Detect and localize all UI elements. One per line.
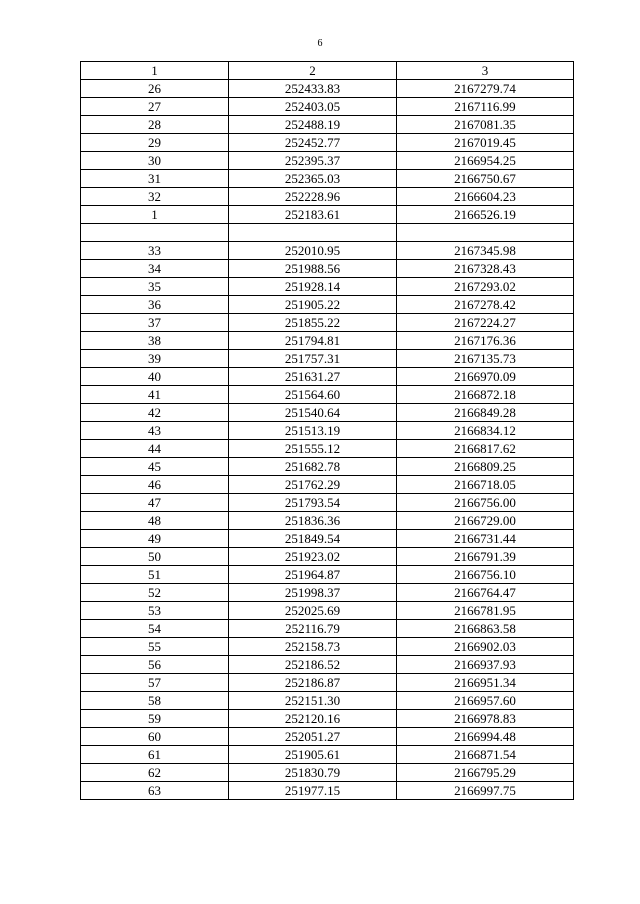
point-number-cell: 39 bbox=[81, 350, 229, 368]
y-coordinate-cell: 2166526.19 bbox=[397, 206, 574, 224]
table-row bbox=[81, 278, 574, 296]
coordinates-table bbox=[80, 61, 574, 800]
point-number-cell: 30 bbox=[81, 152, 229, 170]
y-coordinate-cell: 2166791.39 bbox=[397, 548, 574, 566]
table-row bbox=[81, 512, 574, 530]
table-row bbox=[81, 638, 574, 656]
table-header bbox=[81, 62, 574, 80]
point-number-cell: 38 bbox=[81, 332, 229, 350]
point-number-cell: 62 bbox=[81, 764, 229, 782]
table-row bbox=[81, 188, 574, 206]
table-row bbox=[81, 80, 574, 98]
point-number-cell: 33 bbox=[81, 242, 229, 260]
x-coordinate-cell: 252120.16 bbox=[229, 710, 397, 728]
point-number-cell: 53 bbox=[81, 602, 229, 620]
point-number-cell: 1 bbox=[81, 206, 229, 224]
x-coordinate-cell: 251855.22 bbox=[229, 314, 397, 332]
table-row bbox=[81, 746, 574, 764]
header-cell-col3: 3 bbox=[397, 62, 574, 80]
table-body bbox=[81, 80, 574, 800]
x-coordinate-cell: 251905.22 bbox=[229, 296, 397, 314]
table-row bbox=[81, 260, 574, 278]
y-coordinate-cell: 2166731.44 bbox=[397, 530, 574, 548]
point-number-cell: 60 bbox=[81, 728, 229, 746]
y-coordinate-cell: 2166954.25 bbox=[397, 152, 574, 170]
y-coordinate-cell: 2167116.99 bbox=[397, 98, 574, 116]
y-coordinate-cell: 2166937.93 bbox=[397, 656, 574, 674]
x-coordinate-cell: 251555.12 bbox=[229, 440, 397, 458]
y-coordinate-cell: 2166994.48 bbox=[397, 728, 574, 746]
point-number-cell: 26 bbox=[81, 80, 229, 98]
x-coordinate-cell: 251793.54 bbox=[229, 494, 397, 512]
y-coordinate-cell: 2167019.45 bbox=[397, 134, 574, 152]
x-coordinate-cell: 252228.96 bbox=[229, 188, 397, 206]
x-coordinate-cell: 251762.29 bbox=[229, 476, 397, 494]
x-coordinate-cell: 251977.15 bbox=[229, 782, 397, 800]
x-coordinate-cell: 251836.36 bbox=[229, 512, 397, 530]
y-coordinate-cell: 2166718.05 bbox=[397, 476, 574, 494]
point-number-cell: 27 bbox=[81, 98, 229, 116]
point-number-cell: 32 bbox=[81, 188, 229, 206]
x-coordinate-cell: 251988.56 bbox=[229, 260, 397, 278]
x-coordinate-cell: 251794.81 bbox=[229, 332, 397, 350]
y-coordinate-cell: 2166951.34 bbox=[397, 674, 574, 692]
point-number-cell: 48 bbox=[81, 512, 229, 530]
table-row bbox=[81, 548, 574, 566]
point-number-cell: 51 bbox=[81, 566, 229, 584]
table-row bbox=[81, 692, 574, 710]
y-coordinate-cell: 2166795.29 bbox=[397, 764, 574, 782]
table-row bbox=[81, 116, 574, 134]
x-coordinate-cell: 251682.78 bbox=[229, 458, 397, 476]
y-coordinate-cell: 2166957.60 bbox=[397, 692, 574, 710]
x-coordinate-cell: 252116.79 bbox=[229, 620, 397, 638]
y-coordinate-cell: 2166604.23 bbox=[397, 188, 574, 206]
point-number-cell: 43 bbox=[81, 422, 229, 440]
table-row bbox=[81, 674, 574, 692]
point-number-cell: 61 bbox=[81, 746, 229, 764]
table-row bbox=[81, 296, 574, 314]
x-coordinate-cell: 251757.31 bbox=[229, 350, 397, 368]
y-coordinate-cell: 2167135.73 bbox=[397, 350, 574, 368]
header-row bbox=[81, 62, 574, 80]
table-row bbox=[81, 602, 574, 620]
y-coordinate-cell: 2166902.03 bbox=[397, 638, 574, 656]
point-number-cell: 59 bbox=[81, 710, 229, 728]
table-row bbox=[81, 170, 574, 188]
table-row bbox=[81, 584, 574, 602]
point-number-cell: 47 bbox=[81, 494, 229, 512]
y-coordinate-cell: 2166756.10 bbox=[397, 566, 574, 584]
x-coordinate-cell: 251964.87 bbox=[229, 566, 397, 584]
table-row bbox=[81, 656, 574, 674]
point-number-cell: 37 bbox=[81, 314, 229, 332]
y-coordinate-cell: 2167224.27 bbox=[397, 314, 574, 332]
y-coordinate-cell: 2167176.36 bbox=[397, 332, 574, 350]
y-coordinate-cell: 2166970.09 bbox=[397, 368, 574, 386]
y-coordinate-cell: 2167081.35 bbox=[397, 116, 574, 134]
table-row bbox=[81, 350, 574, 368]
table-row bbox=[81, 98, 574, 116]
x-coordinate-cell: 252025.69 bbox=[229, 602, 397, 620]
x-coordinate-cell: 251849.54 bbox=[229, 530, 397, 548]
x-coordinate-cell: 251923.02 bbox=[229, 548, 397, 566]
x-coordinate-cell: 251540.64 bbox=[229, 404, 397, 422]
point-number-cell: 35 bbox=[81, 278, 229, 296]
x-coordinate-cell: 251998.37 bbox=[229, 584, 397, 602]
table-row bbox=[81, 404, 574, 422]
y-coordinate-cell: 2166871.54 bbox=[397, 746, 574, 764]
point-number-cell: 40 bbox=[81, 368, 229, 386]
y-coordinate-cell: 2167279.74 bbox=[397, 80, 574, 98]
table-row bbox=[81, 764, 574, 782]
y-coordinate-cell: 2166817.62 bbox=[397, 440, 574, 458]
y-coordinate-cell: 2166809.25 bbox=[397, 458, 574, 476]
y-coordinate-cell: 2166781.95 bbox=[397, 602, 574, 620]
point-number-cell: 29 bbox=[81, 134, 229, 152]
x-coordinate-cell: 252433.83 bbox=[229, 80, 397, 98]
point-number-cell: 45 bbox=[81, 458, 229, 476]
y-coordinate-cell: 2166872.18 bbox=[397, 386, 574, 404]
point-number-cell: 49 bbox=[81, 530, 229, 548]
table-row bbox=[81, 728, 574, 746]
table-row bbox=[81, 782, 574, 800]
point-number-cell: 63 bbox=[81, 782, 229, 800]
x-coordinate-cell: 252186.87 bbox=[229, 674, 397, 692]
x-coordinate-cell: 252051.27 bbox=[229, 728, 397, 746]
y-coordinate-cell bbox=[397, 224, 574, 242]
x-coordinate-cell: 252186.52 bbox=[229, 656, 397, 674]
table-row bbox=[81, 368, 574, 386]
x-coordinate-cell: 251513.19 bbox=[229, 422, 397, 440]
table-row bbox=[81, 224, 574, 242]
x-coordinate-cell: 252488.19 bbox=[229, 116, 397, 134]
x-coordinate-cell: 252010.95 bbox=[229, 242, 397, 260]
y-coordinate-cell: 2166764.47 bbox=[397, 584, 574, 602]
x-coordinate-cell: 252395.37 bbox=[229, 152, 397, 170]
y-coordinate-cell: 2166997.75 bbox=[397, 782, 574, 800]
x-coordinate-cell: 251928.14 bbox=[229, 278, 397, 296]
table-row bbox=[81, 530, 574, 548]
y-coordinate-cell: 2166863.58 bbox=[397, 620, 574, 638]
x-coordinate-cell: 252183.61 bbox=[229, 206, 397, 224]
table-row bbox=[81, 314, 574, 332]
y-coordinate-cell: 2167293.02 bbox=[397, 278, 574, 296]
header-cell-col1: 1 bbox=[81, 62, 229, 80]
y-coordinate-cell: 2167328.43 bbox=[397, 260, 574, 278]
point-number-cell: 46 bbox=[81, 476, 229, 494]
point-number-cell: 55 bbox=[81, 638, 229, 656]
point-number-cell: 44 bbox=[81, 440, 229, 458]
y-coordinate-cell: 2167345.98 bbox=[397, 242, 574, 260]
table-row bbox=[81, 494, 574, 512]
y-coordinate-cell: 2166978.83 bbox=[397, 710, 574, 728]
table-row bbox=[81, 710, 574, 728]
x-coordinate-cell bbox=[229, 224, 397, 242]
table-row bbox=[81, 476, 574, 494]
point-number-cell: 58 bbox=[81, 692, 229, 710]
y-coordinate-cell: 2166849.28 bbox=[397, 404, 574, 422]
point-number-cell: 31 bbox=[81, 170, 229, 188]
point-number-cell: 28 bbox=[81, 116, 229, 134]
table-row bbox=[81, 134, 574, 152]
table-row bbox=[81, 332, 574, 350]
point-number-cell: 52 bbox=[81, 584, 229, 602]
point-number-cell: 50 bbox=[81, 548, 229, 566]
point-number-cell: 57 bbox=[81, 674, 229, 692]
y-coordinate-cell: 2166729.00 bbox=[397, 512, 574, 530]
table-row bbox=[81, 458, 574, 476]
table-row bbox=[81, 242, 574, 260]
page-number: 6 bbox=[317, 38, 323, 49]
table-row bbox=[81, 440, 574, 458]
point-number-cell: 34 bbox=[81, 260, 229, 278]
x-coordinate-cell: 252151.30 bbox=[229, 692, 397, 710]
point-number-cell: 36 bbox=[81, 296, 229, 314]
table-row bbox=[81, 206, 574, 224]
table-row bbox=[81, 566, 574, 584]
header-cell-col2: 2 bbox=[229, 62, 397, 80]
x-coordinate-cell: 252158.73 bbox=[229, 638, 397, 656]
x-coordinate-cell: 251631.27 bbox=[229, 368, 397, 386]
table-row bbox=[81, 620, 574, 638]
x-coordinate-cell: 252403.05 bbox=[229, 98, 397, 116]
x-coordinate-cell: 251564.60 bbox=[229, 386, 397, 404]
x-coordinate-cell: 251905.61 bbox=[229, 746, 397, 764]
y-coordinate-cell: 2166756.00 bbox=[397, 494, 574, 512]
table-row bbox=[81, 422, 574, 440]
point-number-cell: 41 bbox=[81, 386, 229, 404]
x-coordinate-cell: 252365.03 bbox=[229, 170, 397, 188]
y-coordinate-cell: 2166834.12 bbox=[397, 422, 574, 440]
x-coordinate-cell: 251830.79 bbox=[229, 764, 397, 782]
point-number-cell: 54 bbox=[81, 620, 229, 638]
table-row bbox=[81, 386, 574, 404]
point-number-cell: 42 bbox=[81, 404, 229, 422]
point-number-cell bbox=[81, 224, 229, 242]
point-number-cell: 56 bbox=[81, 656, 229, 674]
table-row bbox=[81, 152, 574, 170]
y-coordinate-cell: 2167278.42 bbox=[397, 296, 574, 314]
y-coordinate-cell: 2166750.67 bbox=[397, 170, 574, 188]
x-coordinate-cell: 252452.77 bbox=[229, 134, 397, 152]
